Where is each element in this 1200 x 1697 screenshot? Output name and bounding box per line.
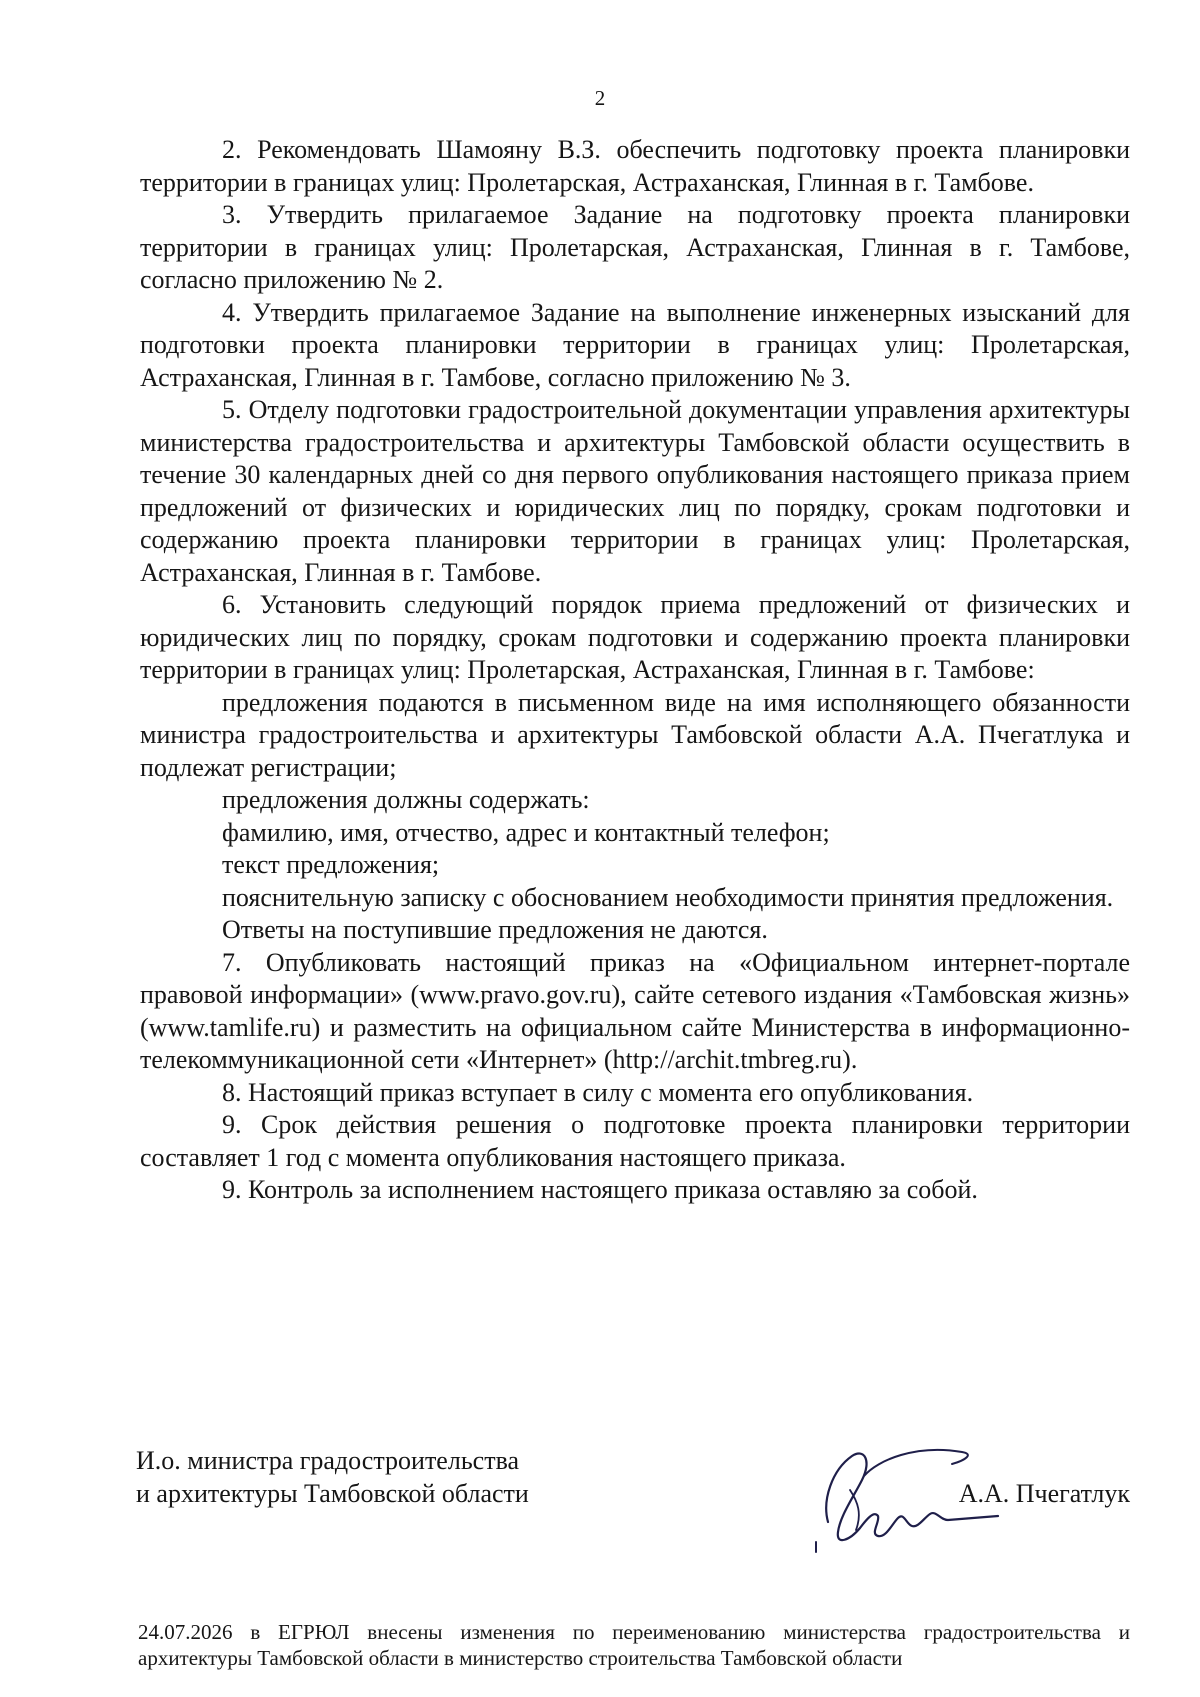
- procedure-no-replies: Ответы на поступившие предложения не даются.: [222, 915, 768, 944]
- order-body: [140, 134, 1130, 1207]
- footnote: 24.07.2026 в ЕГРЮЛ внесены изменения по переименованию министерства градостроительства и архитектуры Тамбовской области в министерство строительства Тамбовской области: [138, 1620, 1130, 1670]
- signer-position-line-2: и архитектуры Тамбовской области: [136, 1479, 529, 1508]
- paragraph-item-8: 8. Настоящий приказ вступает в силу с момента его опубликования.: [222, 1077, 974, 1107]
- signer-name: А.А. Пчегатлук: [958, 1479, 1130, 1508]
- page-number: 2: [594, 86, 606, 110]
- paragraph-item-2: 2. Рекомендовать Шамояну В.З. обеспечить подготовку проекта планировки территории в границах улиц: Пролетарская, Астраханская, Глинная в г. Тамбове.: [140, 135, 1130, 197]
- paragraph-item-9-control: 9. Контроль за исполнением настоящего приказа оставляю за собой.: [222, 1175, 978, 1204]
- procedure-submission: предложения подаются в письменном виде на имя исполняющего обязанности министра градостроительства и архитектуры Тамбовской области А.А. Пчегатлука и подлежат регистрации;: [140, 687, 1130, 782]
- paragraph-item-5: 5. Отделу подготовки градостроительной документации управления архитектуры министерства градостроительства и архитектуры Тамбовской области осуществить в течение 30 календарных дней со дня первого опубликования настоящего приказа прием предложений от физических и юридических лиц по порядку, срокам подготовки и содержанию проекта планировки территории в границах улиц: Пролетарская, Астраханская, Глинная в г. Тамбове.: [140, 395, 1130, 587]
- procedure-contents-note: пояснительную записку с обоснованием необходимости принятия предложения.: [222, 882, 1114, 912]
- signer-position: [136, 1444, 529, 1510]
- paragraph-item-7: 7. Опубликовать настоящий приказ на «Официальном интернет-портале правовой информации» (www.pravo.gov.ru), сайте сетевого издания «Тамбовская жизнь» (www.tamlife.ru) и разместить на официальном сайте Министерства в информационно-телекоммуникационной сети «Интернет» (http://archit.tmbreg.ru).: [140, 947, 1130, 1074]
- paragraph-item-6: 6. Установить следующий порядок приема предложений от физических и юридических лиц по порядку, срокам подготовки и содержанию проекта планировки территории в границах улиц: Пролетарская, Астраханская, Глинная в г. Тамбове:: [140, 590, 1130, 684]
- paragraph-item-3: 3. Утвердить прилагаемое Задание на подготовку проекта планировки территории в границах улиц: Пролетарская, Астраханская, Глинная в г. Тамбове, согласно приложению № 2.: [140, 200, 1130, 294]
- procedure-contents: предложения должны содержать:: [222, 785, 590, 814]
- procedure-contents-text: текст предложения;: [222, 850, 440, 879]
- paragraph-item-9-term: 9. Срок действия решения о подготовке проекта планировки территории составляет 1 год с момента опубликования настоящего приказа.: [140, 1110, 1130, 1172]
- signature-block: [136, 1440, 1130, 1570]
- paragraph-item-4: 4. Утвердить прилагаемое Задание на выполнение инженерных изысканий для подготовки проекта планировки территории в границах улиц: Пролетарская, Астраханская, Глинная в г. Тамбове, согласно приложению № 3.: [140, 297, 1130, 392]
- signer-position-line-1: И.о. министра градостроительства: [136, 1446, 520, 1475]
- procedure-contents-name: фамилию, имя, отчество, адрес и контактный телефон;: [222, 817, 830, 847]
